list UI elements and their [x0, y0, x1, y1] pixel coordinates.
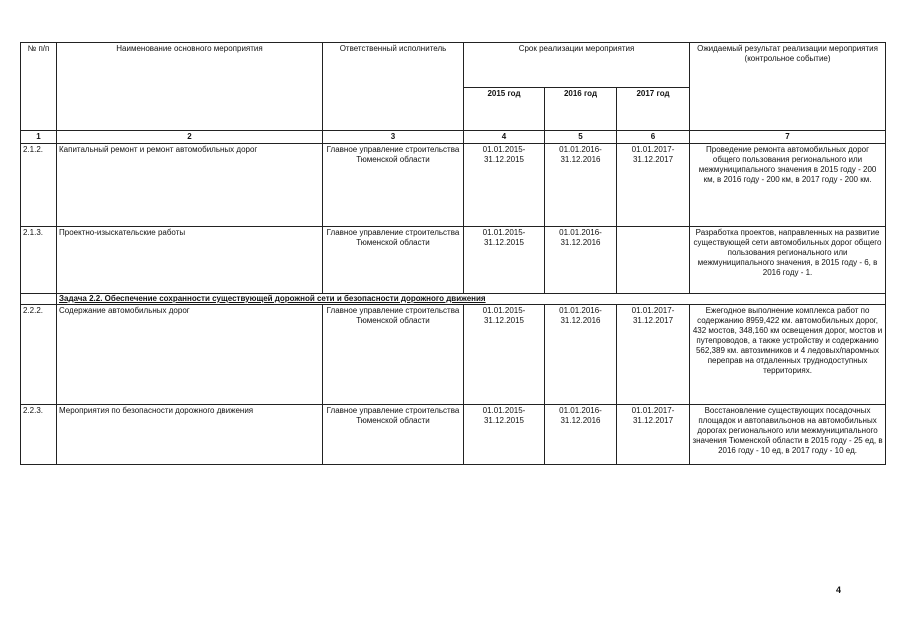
header-year-2017: 2017 год: [617, 88, 690, 131]
header-year-2016: 2016 год: [545, 88, 617, 131]
colnum-4: 4: [464, 131, 545, 144]
task-num-cell: [21, 294, 57, 305]
row-name: Проектно-изыскательские работы: [57, 227, 323, 294]
header-name: Наименование основного мероприятия: [57, 43, 323, 131]
row-num: 2.1.2.: [21, 144, 57, 227]
header-result: Ожидаемый результат реализации мероприятия (контрольное событие): [690, 43, 886, 131]
colnum-3: 3: [323, 131, 464, 144]
row-executor: Главное управление строительства Тюменской области: [323, 405, 464, 465]
row-period-2017: 01.01.2017-31.12.2017: [617, 405, 690, 465]
row-name: Капитальный ремонт и ремонт автомобильных дорог: [57, 144, 323, 227]
row-result: Разработка проектов, направленных на развитие существующей сети автомобильных дорог общего пользования регионального или межмуниципального значения, в 2015 году - 6, в 2016 году - 1.: [690, 227, 886, 294]
row-name: Содержание автомобильных дорог: [57, 305, 323, 405]
table-row: [21, 144, 886, 227]
header-term: Срок реализации мероприятия: [464, 43, 690, 88]
row-executor: Главное управление строительства Тюменской области: [323, 144, 464, 227]
row-num: 2.1.3.: [21, 227, 57, 294]
row-period-2015: 01.01.2015-31.12.2015: [464, 405, 545, 465]
table-row: [21, 305, 886, 405]
row-num: 2.2.2.: [21, 305, 57, 405]
page-number: 4: [836, 585, 842, 595]
colnum-6: 6: [617, 131, 690, 144]
row-result: Восстановление существующих посадочных площадок и автопавильонов на автомобильных дорогах регионального или межмуниципального значения Тюменской области в 2015 году - 25 ед, в 2016 году - 10 ед, в 2017 году - 10 ед.: [690, 405, 886, 465]
row-period-2015: 01.01.2015-31.12.2015: [464, 227, 545, 294]
row-period-2015: 01.01.2015-31.12.2015: [464, 144, 545, 227]
row-result: Ежегодное выполнение комплекса работ по содержанию 8959,422 км. автомобильных дорог, 432 мостов, 348,160 км освещения дорог, мостов и путепроводов, а также устройству и содержанию 562,389 км. автозимников и 4 ледовых/паромных переправ на отдаленных труднодоступных территориях.: [690, 305, 886, 405]
task-row: [21, 294, 886, 305]
colnum-1: 1: [21, 131, 57, 144]
row-period-2016: 01.01.2016-31.12.2016: [545, 305, 617, 405]
row-executor: Главное управление строительства Тюменской области: [323, 227, 464, 294]
header-executor: Ответственный исполнитель: [323, 43, 464, 131]
header-row: [21, 43, 886, 88]
column-numbers-row: [21, 131, 886, 144]
row-period-2015: 01.01.2015-31.12.2015: [464, 305, 545, 405]
row-period-2017: 01.01.2017-31.12.2017: [617, 305, 690, 405]
colnum-2: 2: [57, 131, 323, 144]
colnum-7: 7: [690, 131, 886, 144]
row-period-2016: 01.01.2016-31.12.2016: [545, 405, 617, 465]
task-title: Задача 2.2. Обеспечение сохранности существующей дорожной сети и безопасности дорожного движения: [57, 294, 886, 305]
colnum-5: 5: [545, 131, 617, 144]
table-row: [21, 405, 886, 465]
row-result: Проведение ремонта автомобильных дорог общего пользования регионального или межмуниципального значения в 2015 году - 200 км, в 2016 году - 200 км, в 2017 году - 200 км.: [690, 144, 886, 227]
measures-table: [20, 42, 886, 465]
row-period-2016: 01.01.2016-31.12.2016: [545, 144, 617, 227]
row-executor: Главное управление строительства Тюменской области: [323, 305, 464, 405]
row-period-2017: [617, 227, 690, 294]
row-num: 2.2.3.: [21, 405, 57, 465]
row-period-2016: 01.01.2016-31.12.2016: [545, 227, 617, 294]
row-period-2017: 01.01.2017-31.12.2017: [617, 144, 690, 227]
table-row: [21, 227, 886, 294]
header-num: № п/п: [21, 43, 57, 131]
header-year-2015: 2015 год: [464, 88, 545, 131]
row-name: Мероприятия по безопасности дорожного движения: [57, 405, 323, 465]
